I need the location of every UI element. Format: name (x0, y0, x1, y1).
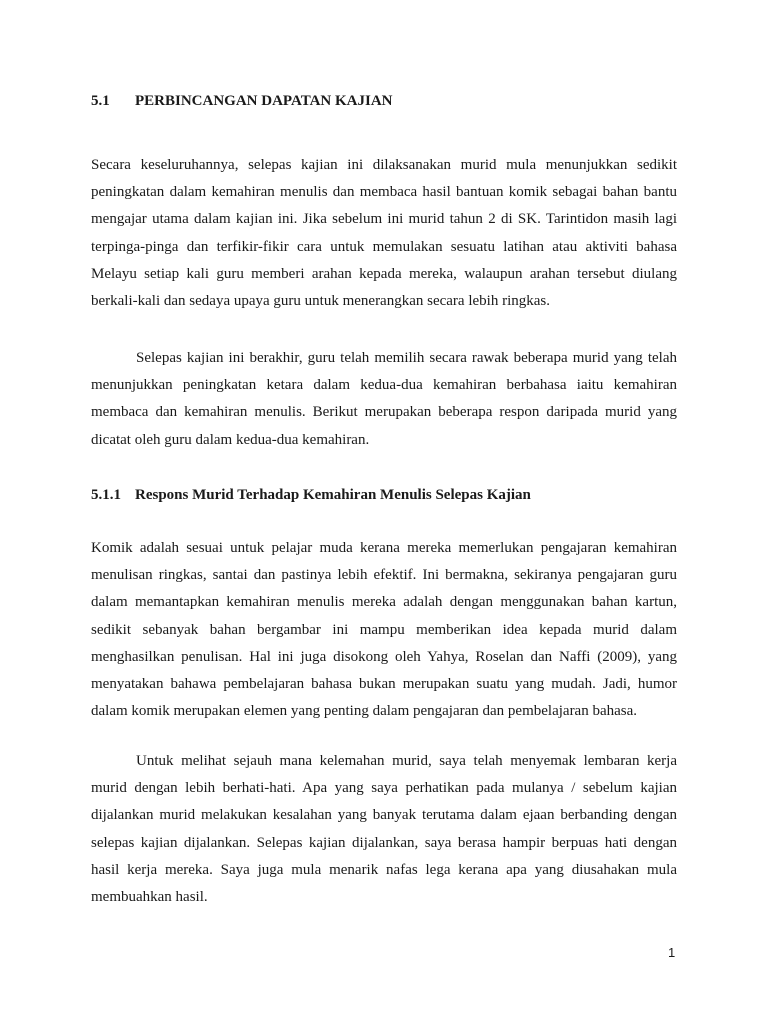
page-number: 1 (668, 945, 676, 960)
section-number: 5.1 (91, 93, 110, 109)
subsection-number: 5.1.1 (91, 487, 121, 503)
subsection-title: Respons Murid Terhadap Kemahiran Menulis Selepas Kajian (135, 487, 531, 503)
section-heading (91, 92, 393, 110)
section-title: PERBINCANGAN DAPATAN KAJIAN (135, 93, 393, 109)
paragraph-selection: Selepas kajian ini berakhir, guru telah memilih secara rawak beberapa murid yang telah menunjukkan peningkatan ketara dalam kedua-dua kemahiran berbahasa iaitu kemahiran membaca dan kemahiran menulis. Berikut merupakan beberapa respon daripada murid yang dicatat oleh guru dalam kedua-dua kemahiran. (91, 350, 677, 448)
paragraph-overview: Secara keseluruhannya, selepas kajian ini dilaksanakan murid mula menunjukkan sedikit peningkatan dalam kemahiran menulis dan membaca hasil bantuan komik sebagai bahan bantu mengajar utama dalam kajian ini. Jika sebelum ini murid tahun 2 di SK. Tarintidon masih lagi terpinga-pinga dan terfikir-fikir cara untuk memulakan sesuatu latihan atau aktiviti bahasa Melayu setiap kali guru memberi arahan kepada mereka, walaupun arahan tersebut diulang berkali-kali dan sedaya upaya guru untuk menerangkan secara lebih ringkas. (91, 157, 677, 310)
paragraph-comic-suitability: Komik adalah sesuai untuk pelajar muda kerana mereka memerlukan pengajaran kemahiran menulisan ringkas, santai dan pastinya lebih efektif. Ini bermakna, sekiranya pengajaran guru dalam memantapkan kemahiran menulis mereka adalah dengan menggunakan bahan kartun, sedikit sebanyak bahan bergambar ini mampu memberikan idea kepada murid dalam menghasilkan penulisan. Hal ini juga disokong oleh Yahya, Roselan dan Naffi (2009), yang menyatakan bahawa pembelajaran bahasa bukan merupakan suatu yang mudah. Jadi, humor dalam komik merupakan elemen yang penting dalam pengajaran dan pembelajaran bahasa. (91, 540, 677, 720)
paragraph-worksheet-review: Untuk melihat sejauh mana kelemahan murid, saya telah menyemak lembaran kerja murid dengan lebih berhati-hati. Apa yang saya perhatikan pada mulanya / sebelum kajian dijalankan murid melakukan kesalahan yang banyak terutama dalam ejaan berbanding dengan selepas kajian dijalankan. Selepas kajian dijalankan, saya berasa hampir berpuas hati dengan hasil kerja mereka. Saya juga mula menarik nafas lega kerana apa yang diusahakan mula membuahkan hasil. (91, 753, 677, 906)
subsection-heading (91, 486, 531, 504)
